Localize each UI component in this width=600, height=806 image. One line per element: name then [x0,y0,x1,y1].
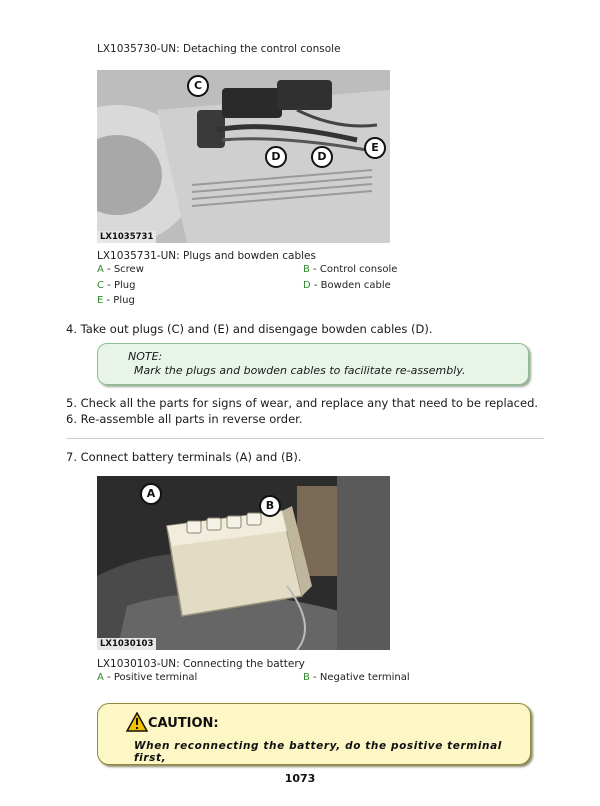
callout-d-left: D [265,146,287,168]
caution-text: When reconnecting the battery, do the positive terminal first, [134,740,502,764]
callout-a: A [140,483,162,505]
step-4 [66,322,433,336]
callout-b: B [259,495,281,517]
legend-text: Screw [113,264,144,275]
photo-label: LX1030103 [97,638,156,650]
note-title: NOTE: [128,350,163,363]
callout-c: C [187,75,209,97]
step-6 [66,412,302,426]
step-number: 4. [66,322,77,336]
legend-key: D [303,280,311,291]
photo-label: LX1035731 [97,231,156,243]
figure-caption-plugs-bowden: LX1035731-UN: Plugs and bowden cables [97,250,316,262]
legend-text: Plug [113,280,136,291]
note-box [97,343,529,385]
legend-item-d: D - Bowden cable [303,280,391,291]
legend-item-c: C - Plug [97,280,136,291]
legend-text: Bowden cable [320,280,391,291]
legend-key: B [303,264,310,275]
step-number: 6. [66,412,77,426]
photo-plugs-bowden-cables [97,70,390,243]
step-text: Re-assemble all parts in reverse order. [80,412,303,426]
step-text: Check all the parts for signs of wear, and replace any that need to be replaced. [80,396,539,410]
step-5 [66,396,538,410]
legend-key: C [97,280,104,291]
legend-item-e: E - Plug [97,295,135,306]
legend-text: Negative terminal [319,672,410,683]
legend-key: A [97,264,104,275]
photo-plugs-illustration [97,70,390,243]
step-number: 5. [66,396,77,410]
step-7 [66,450,301,464]
legend-text: Positive terminal [113,672,198,683]
callout-e: E [364,137,386,159]
section-divider [66,438,544,439]
legend-key: E [97,295,104,306]
caution-title: CAUTION: [148,716,219,731]
step-text: Take out plugs (C) and (E) and disengage bowden cables (D). [80,322,433,336]
step-number: 7. [66,450,77,464]
caution-box [97,703,531,765]
warning-triangle-icon [126,712,148,732]
legend-key: B [303,672,310,683]
note-text: Mark the plugs and bowden cables to facilitate re-assembly. [134,364,466,377]
callout-d-right: D [311,146,333,168]
page-number: 1073 [284,772,316,785]
legend-item-a: A - Screw [97,264,144,275]
step-text: Connect battery terminals (A) and (B). [80,450,302,464]
legend-item-b: B - Control console [303,264,398,275]
legend-text: Control console [319,264,398,275]
figure-caption-battery: LX1030103-UN: Connecting the battery [97,658,305,670]
legend-key: A [97,672,104,683]
photo-battery-connection [97,476,390,650]
photo-battery-illustration [97,476,390,650]
legend-text: Plug [113,295,135,306]
legend-item-negative: B - Negative terminal [303,672,410,683]
figure-caption-detaching-console: LX1035730-UN: Detaching the control console [97,43,341,55]
legend-item-positive: A - Positive terminal [97,672,198,683]
